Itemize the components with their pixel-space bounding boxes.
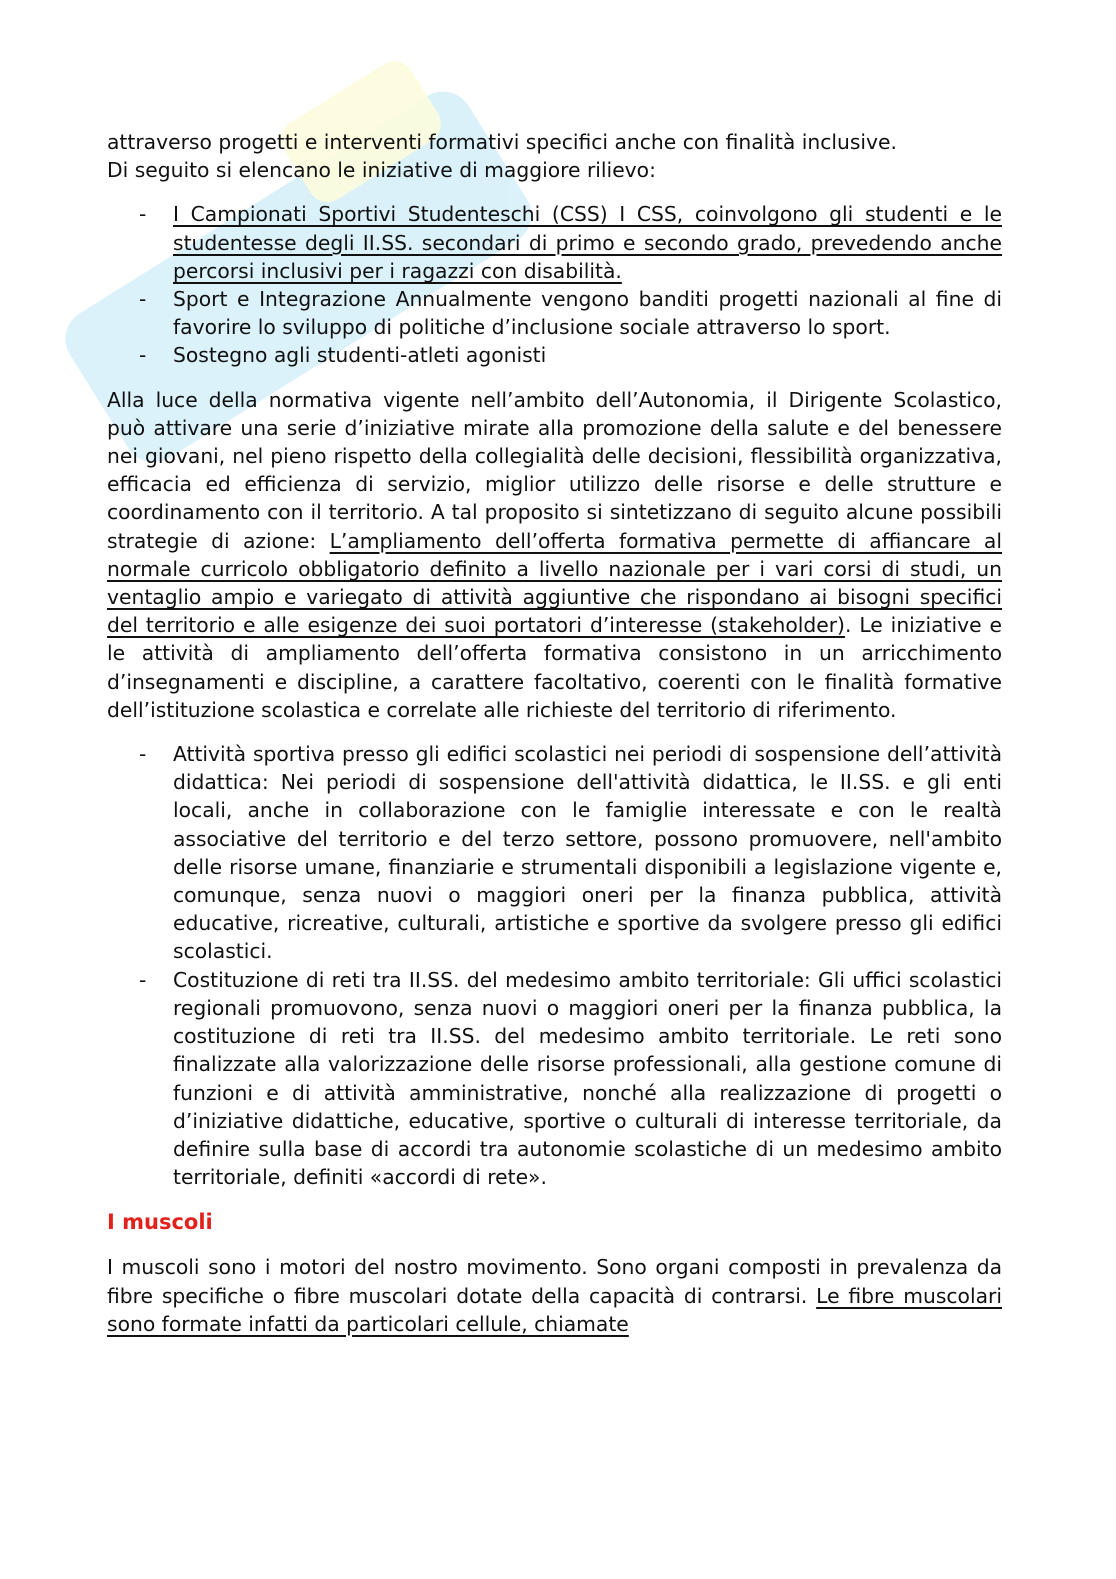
list-item-text: Costituzione di reti tra II.SS. del medesimo ambito territoriale: Gli uffici scolastici regionali promuovono, senza nuovi o maggiori oneri per la finanza pubblica, la costituzione di reti tra II.SS. del medesimo ambito territoriale. Le reti sono finalizzate alla valorizzazione delle risorse professionali, alla gestione comune di funzioni e di attività amministrative, nonché alla realizzazione di progetti o d’iniziative didattiche, educative, sportive o culturali di interesse territoriale, da definire sulla base di accordi tra autonomie scolastiche di un medesimo ambito territoriale, definiti «accordi di rete». xyxy=(173,967,1002,1190)
intro-line-2: Di seguito si elencano le iniziative di maggiore rilievo: xyxy=(107,158,656,183)
list-item-sport-integrazione xyxy=(107,285,1002,341)
list-item-css xyxy=(107,200,1002,285)
muscles-paragraph xyxy=(107,1253,1002,1338)
list-item-text: I Campionati Sportivi Studenteschi (CSS) I CSS, coinvolgono gli studenti e le studentesse degli II.SS. secondari di primo e secondo grado, prevedendo anche percorsi inclusivi per i ragazzi con disabilità. xyxy=(173,202,1002,283)
initiatives-list xyxy=(107,200,1002,369)
list-dash: - xyxy=(139,742,147,767)
list-item-attivita-sportiva xyxy=(107,740,1002,966)
autonomy-text-underlined: L’ampliamento dell’offerta formativa permette di affiancare al normale curricolo obbligatorio definito a livello nazionale per i vari corsi di studi, un ventaglio ampio e variegato di attività aggiuntive che rispondano ai bisogni specifici del territorio e alle esigenze dei suoi portatori d’interesse (stakeholder) xyxy=(107,528,1002,638)
list-dash: - xyxy=(139,343,147,368)
list-dash: - xyxy=(139,287,147,312)
intro-line-1: attraverso progetti e interventi formativi specifici anche con finalità inclusive. xyxy=(107,130,897,154)
muscles-text-plain: I muscoli sono i motori del nostro movimento. Sono organi composti in prevalenza da fibre specifiche o fibre muscolari dotate della capacità di contrarsi. xyxy=(107,1255,1002,1308)
strategies-list xyxy=(107,740,1002,1191)
autonomy-paragraph xyxy=(107,386,1002,724)
autonomy-text-part1: Alla luce della normativa vigente nell’ambito dell’Autonomia, il Dirigente Scolastico, può attivare una serie d’iniziative mirate alla promozione della salute e del benessere nei giovani, nel pieno rispetto della collegialità delle decisioni, flessibilità organizzativa, efficacia ed efficienza di servizio, miglior utilizzo delle risorse e delle strutture e coordinamento con il territorio. A tal proposito si sintetizzano di seguito alcune possibili strategie di azione: xyxy=(107,387,1002,553)
document-page xyxy=(107,128,1002,1338)
list-dash: - xyxy=(139,202,147,227)
list-item-text: Sport e Integrazione Annualmente vengono banditi progetti nazionali al fine di favorire lo sviluppo di politiche d’inclusione sociale attraverso lo sport. xyxy=(173,287,1002,340)
autonomy-text-part2: . Le iniziative e le attività di ampliamento dell’offerta formativa consistono in un arricchimento d’insegnamenti e discipline, a carattere facoltativo, coerenti con le finalità formative dell’istituzione scolastica e correlate alle richieste del territorio di riferimento. xyxy=(107,613,1002,722)
list-item-text: Attività sportiva presso gli edifici scolastici nei periodi di sospensione dell’attività didattica: Nei periodi di sospensione dell'attività didattica, le II.SS. e gli enti locali, anche in collaborazione con le famiglie interessate e con le realtà associative del territorio e del terzo settore, possono promuovere, nell'ambito delle risorse umane, finanziarie e strumentali disponibili a legislazione vigente e, comunque, senza nuovi o maggiori oneri per la finanza pubblica, attività educative, ricreative, culturali, artistiche e sportive da svolgere presso gli edifici scolastici. xyxy=(173,742,1002,964)
list-item-text: Sostegno agli studenti-atleti agonisti xyxy=(173,343,547,368)
list-dash: - xyxy=(139,967,147,992)
intro-paragraph xyxy=(107,128,1002,184)
list-item-reti xyxy=(107,966,1002,1192)
muscles-text-underlined: Le fibre muscolari sono formate infatti da particolari cellule, chiamate xyxy=(107,1283,1002,1336)
list-item-sostegno xyxy=(107,341,1002,369)
section-heading: I muscoli xyxy=(107,1210,213,1235)
